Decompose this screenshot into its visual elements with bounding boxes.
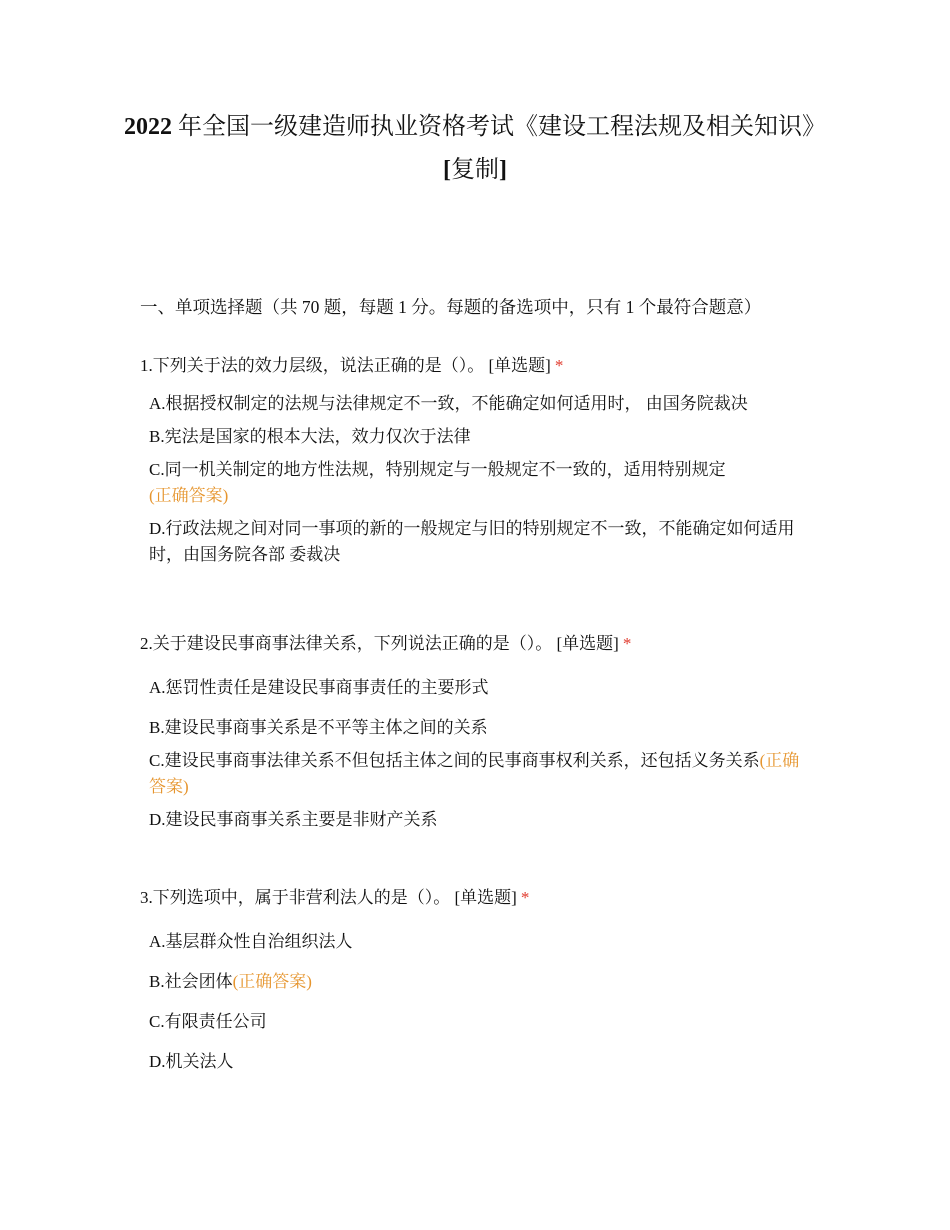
option-c <box>149 1009 809 1035</box>
option-text: B.社会团体 <box>149 972 233 991</box>
option-c <box>149 457 809 509</box>
correct-answer-marker: (正确答案) <box>232 972 312 991</box>
question-text: 3.下列选项中，属于非营利法人的是（）。 <box>140 888 451 907</box>
option-d <box>149 807 809 833</box>
document-title <box>120 106 830 192</box>
option-b <box>149 424 809 450</box>
option-d <box>149 516 809 568</box>
question-stem <box>140 631 820 657</box>
option-text: D.行政法规之间对同一事项的新的一般规定与旧的特别规定不一致，不能确定如何适用时，由国务院各部 委裁决 <box>149 519 795 564</box>
question-stem <box>140 885 820 911</box>
title-bracket-open: [ <box>443 157 451 183</box>
section-header: 一、单项选择题（共 70 题，每题 1 分。每题的备选项中，只有 1 个最符合题意） <box>140 297 762 317</box>
option-text: D.建设民事商事关系主要是非财产关系 <box>149 810 438 829</box>
option-c <box>149 748 809 800</box>
required-marker: * <box>554 356 564 375</box>
option-b <box>149 969 809 995</box>
title-bracket-close: ] <box>499 157 507 183</box>
option-text: A.根据授权制定的法规与法律规定不一致，不能确定如何适用时， 由国务院裁决 <box>149 394 748 413</box>
option-text: B.宪法是国家的根本大法，效力仅次于法律 <box>149 427 471 446</box>
question-text: 1.下列关于法的效力层级，说法正确的是（）。 <box>140 356 485 375</box>
question-3 <box>140 885 820 1082</box>
title-year: 2022 <box>124 114 172 140</box>
option-text: A.惩罚性责任是建设民事商事责任的主要形式 <box>149 678 489 697</box>
question-text: 2.关于建设民事商事法律关系，下列说法正确的是（）。 <box>140 634 553 653</box>
question-type: [单选题] <box>454 888 517 907</box>
option-text: C.有限责任公司 <box>149 1012 267 1031</box>
option-text: D.机关法人 <box>149 1052 234 1071</box>
option-list <box>140 929 809 1075</box>
option-text: A.基层群众性自治组织法人 <box>149 932 353 951</box>
option-a <box>149 675 809 701</box>
question-stem <box>140 353 820 379</box>
option-a <box>149 391 809 417</box>
required-marker: * <box>520 888 530 907</box>
option-text: C.建设民事商事法律关系不但包括主体之间的民事商事权利关系，还包括义务关系 <box>149 751 760 770</box>
title-copy-label: 复制 <box>451 157 499 183</box>
question-2 <box>140 631 820 840</box>
correct-answer-marker: (正确答案) <box>149 486 229 505</box>
option-text: C.同一机关制定的地方性法规，特别规定与一般规定不一致的，适用特别规定 <box>149 460 726 479</box>
option-a <box>149 929 809 955</box>
option-list <box>140 675 809 833</box>
option-text: B.建设民事商事关系是不平等主体之间的关系 <box>149 718 488 737</box>
question-type: [单选题] <box>556 634 619 653</box>
correct-answer-marker: (正确答案) <box>149 751 800 796</box>
option-b <box>149 715 809 741</box>
title-text: 年全国一级建造师执业资格考试《建设工程法规及相关知识》 <box>172 114 826 140</box>
question-1 <box>140 353 820 575</box>
required-marker: * <box>622 634 632 653</box>
option-d <box>149 1049 809 1075</box>
question-type: [单选题] <box>488 356 551 375</box>
option-list <box>140 391 809 568</box>
